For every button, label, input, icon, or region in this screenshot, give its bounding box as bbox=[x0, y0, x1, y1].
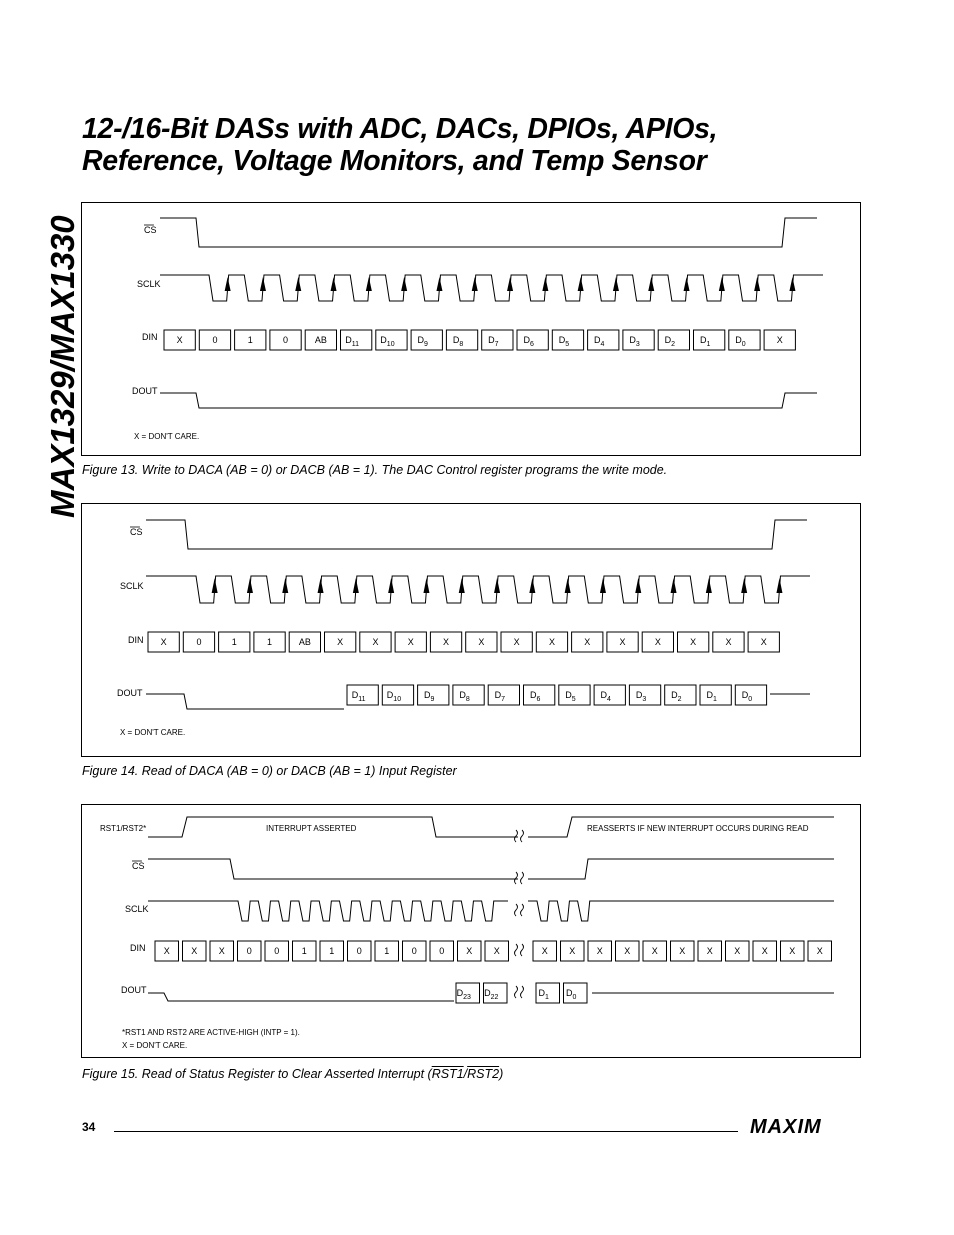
din-cell-label: X bbox=[584, 637, 591, 647]
din-cell-label: 1 bbox=[247, 335, 253, 345]
caption-part: / bbox=[463, 1067, 468, 1081]
din-cell-label: 0 bbox=[283, 335, 289, 345]
dout-label: DOUT bbox=[132, 386, 158, 396]
dout-cell-label: $D_5$ bbox=[565, 690, 576, 703]
dout-label: DOUT bbox=[117, 688, 143, 698]
din-a-cell-label: 0 bbox=[439, 946, 445, 956]
din-cell-label: X bbox=[548, 637, 555, 647]
din-cell-label: X bbox=[760, 637, 767, 647]
din-b-cell-label: X bbox=[569, 946, 576, 956]
dout-cell-label: $D_0$ bbox=[741, 690, 753, 703]
svg-text:MAX1329/MAX1330: MAX1329/MAX1330 bbox=[44, 215, 81, 518]
interrupt-asserted-label: INTERRUPT ASSERTED bbox=[266, 824, 357, 833]
figure-15-caption bbox=[82, 1067, 503, 1081]
din-a-cell-label: X bbox=[466, 946, 473, 956]
din-cell-label: AB bbox=[314, 335, 327, 345]
reasserts-label: REASSERTS IF NEW INTERRUPT OCCURS DURING READ bbox=[587, 824, 809, 833]
dont-care-note: X = DON'T CARE. bbox=[122, 1041, 188, 1050]
sclk-waveform-b bbox=[528, 901, 834, 921]
din-cell-label: X bbox=[407, 637, 414, 647]
maxim-logo-text: MAXIM bbox=[750, 1116, 822, 1136]
din-b-cell-label: X bbox=[651, 946, 658, 956]
din-cell-label: X bbox=[372, 637, 379, 647]
din-cell-label: X bbox=[160, 637, 167, 647]
din-cell-label: $D_{10}$ bbox=[380, 335, 395, 348]
sclk-label: SCLK bbox=[120, 581, 144, 591]
din-cell-label: $D_9$ bbox=[417, 335, 428, 348]
dout-cell-label: $D_{11}$ bbox=[351, 690, 366, 703]
dout-cell-label: $D_3$ bbox=[635, 690, 647, 703]
din-a-cell-label: X bbox=[163, 946, 170, 956]
maxim-logo bbox=[750, 1116, 860, 1136]
break-mark bbox=[515, 872, 524, 884]
din-a-cell-label: X bbox=[191, 946, 198, 956]
din-cell-label: X bbox=[513, 637, 520, 647]
din-b-cell-label: X bbox=[789, 946, 796, 956]
dont-care-note: X = DON'T CARE. bbox=[134, 432, 200, 441]
dout-a-cell-label: $D_{23}$ bbox=[456, 988, 471, 1001]
dout-a-cell-label: $D_{22}$ bbox=[484, 988, 499, 1001]
din-cell-label: $D_{11}$ bbox=[345, 335, 360, 348]
din-cell-label: $D_6$ bbox=[523, 335, 534, 348]
din-b-cell-label: X bbox=[734, 946, 741, 956]
dout-label: DOUT bbox=[121, 985, 147, 995]
din-cell-label: X bbox=[443, 637, 450, 647]
title-line-2: Reference, Voltage Monitors, and Temp Sensor bbox=[82, 145, 707, 177]
dout-b-cell-label: $D_0$ bbox=[566, 988, 577, 1001]
dout-cell-label: $D_4$ bbox=[600, 690, 611, 703]
break-mark bbox=[515, 830, 524, 842]
din-cell-label: X bbox=[337, 637, 344, 647]
din-cell-label: X bbox=[690, 637, 697, 647]
page-number: 34 bbox=[82, 1120, 96, 1134]
break-mark bbox=[515, 944, 524, 956]
title-line-1: 12-/16-Bit DASs with ADC, DACs, DPIOs, APIOs, bbox=[82, 113, 718, 145]
din-cell-label: 0 bbox=[196, 637, 202, 647]
din-cell-label: $D_8$ bbox=[452, 335, 464, 348]
cs-waveform-a bbox=[148, 859, 518, 879]
caption-part: ) bbox=[499, 1067, 504, 1081]
din-cell-label: 1 bbox=[231, 637, 237, 647]
sclk-waveform-a bbox=[148, 901, 508, 921]
dout-b-cell-label: $D_1$ bbox=[538, 988, 549, 1001]
din-cell-label: $D_7$ bbox=[488, 335, 499, 348]
figure-14-timing-diagram bbox=[81, 503, 861, 757]
din-cell-label: $D_2$ bbox=[664, 335, 676, 348]
sclk-label: SCLK bbox=[125, 904, 149, 914]
cs-label: CS bbox=[132, 861, 145, 871]
caption-part: RST1 bbox=[431, 1067, 464, 1081]
cs-waveform bbox=[160, 218, 817, 247]
dont-care-note: X = DON'T CARE. bbox=[120, 728, 186, 737]
dout-cell-label: $D_9$ bbox=[424, 690, 435, 703]
dout-low-waveform bbox=[148, 993, 454, 1001]
din-cell-label: $D_0$ bbox=[735, 335, 746, 348]
dout-cell-label: $D_7$ bbox=[494, 690, 506, 703]
caption-part: RST2 bbox=[467, 1067, 500, 1081]
din-b-cell-label: X bbox=[816, 946, 823, 956]
din-cell-label: X bbox=[619, 637, 626, 647]
din-cell-label: X bbox=[725, 637, 732, 647]
page-title bbox=[82, 113, 717, 177]
dout-cell-label: $D_{10}$ bbox=[386, 690, 402, 703]
din-b-cell-label: X bbox=[761, 946, 768, 956]
din-cell-label: $D_4$ bbox=[594, 335, 605, 348]
din-cell-label: X bbox=[776, 335, 783, 345]
rst-label: RST1/RST2* bbox=[100, 824, 147, 833]
caption-part: Figure 15. Read of Status Register to Clear Asserted Interrupt ( bbox=[82, 1067, 432, 1081]
din-a-cell-label: 0 bbox=[274, 946, 280, 956]
din-cell-label: $D_5$ bbox=[558, 335, 570, 348]
din-b-cell-label: X bbox=[679, 946, 686, 956]
din-cell-label: $D_1$ bbox=[699, 335, 711, 348]
din-cell-label: 1 bbox=[267, 637, 273, 647]
active-high-note: *RST1 AND RST2 ARE ACTIVE-HIGH (INTP = 1). bbox=[122, 1028, 300, 1037]
din-cell-label: X bbox=[176, 335, 183, 345]
din-a-cell-label: 1 bbox=[301, 946, 307, 956]
din-a-cell-label: 1 bbox=[384, 946, 390, 956]
din-b-cell-label: X bbox=[624, 946, 631, 956]
din-a-cell-label: 1 bbox=[329, 946, 335, 956]
figure-13-caption: Figure 13. Write to DACA (AB = 0) or DACB (AB = 1). The DAC Control register programs the write mode. bbox=[82, 463, 668, 477]
dout-cell-label: $D_2$ bbox=[671, 690, 682, 703]
din-a-cell-label: 0 bbox=[246, 946, 252, 956]
dout-waveform bbox=[160, 393, 817, 408]
din-label: DIN bbox=[142, 332, 158, 342]
din-a-cell-label: 0 bbox=[411, 946, 417, 956]
dout-low-waveform bbox=[146, 694, 344, 709]
figure-13-timing-diagram bbox=[81, 202, 861, 456]
din-cell-label: $D_3$ bbox=[629, 335, 640, 348]
din-b-cell-label: X bbox=[596, 946, 603, 956]
cs-waveform-b bbox=[528, 859, 834, 879]
din-b-cell-label: X bbox=[541, 946, 548, 956]
break-mark bbox=[515, 986, 524, 998]
din-label: DIN bbox=[130, 943, 146, 953]
din-a-cell-label: 0 bbox=[356, 946, 362, 956]
din-cell-label: X bbox=[654, 637, 661, 647]
dout-cell-label: $D_1$ bbox=[706, 690, 717, 703]
cs-label: CS bbox=[130, 527, 143, 537]
cs-waveform bbox=[146, 520, 807, 549]
break-mark bbox=[515, 904, 524, 916]
sclk-label: SCLK bbox=[137, 279, 161, 289]
din-a-cell-label: X bbox=[218, 946, 225, 956]
din-cell-label: 0 bbox=[212, 335, 218, 345]
side-part-number bbox=[30, 200, 86, 520]
dout-cell-label: $D_8$ bbox=[459, 690, 470, 703]
figure-14-caption: Figure 14. Read of DACA (AB = 0) or DACB (AB = 1) Input Register bbox=[82, 764, 457, 778]
din-cell-label: X bbox=[478, 637, 485, 647]
figure-15-timing-diagram bbox=[81, 804, 861, 1058]
din-cell-label: AB bbox=[298, 637, 311, 647]
din-label: DIN bbox=[128, 635, 144, 645]
din-a-cell-label: X bbox=[493, 946, 500, 956]
dout-cell-label: $D_6$ bbox=[529, 690, 541, 703]
din-b-cell-label: X bbox=[706, 946, 713, 956]
footer-rule bbox=[114, 1131, 738, 1132]
cs-label: CS bbox=[144, 225, 157, 235]
